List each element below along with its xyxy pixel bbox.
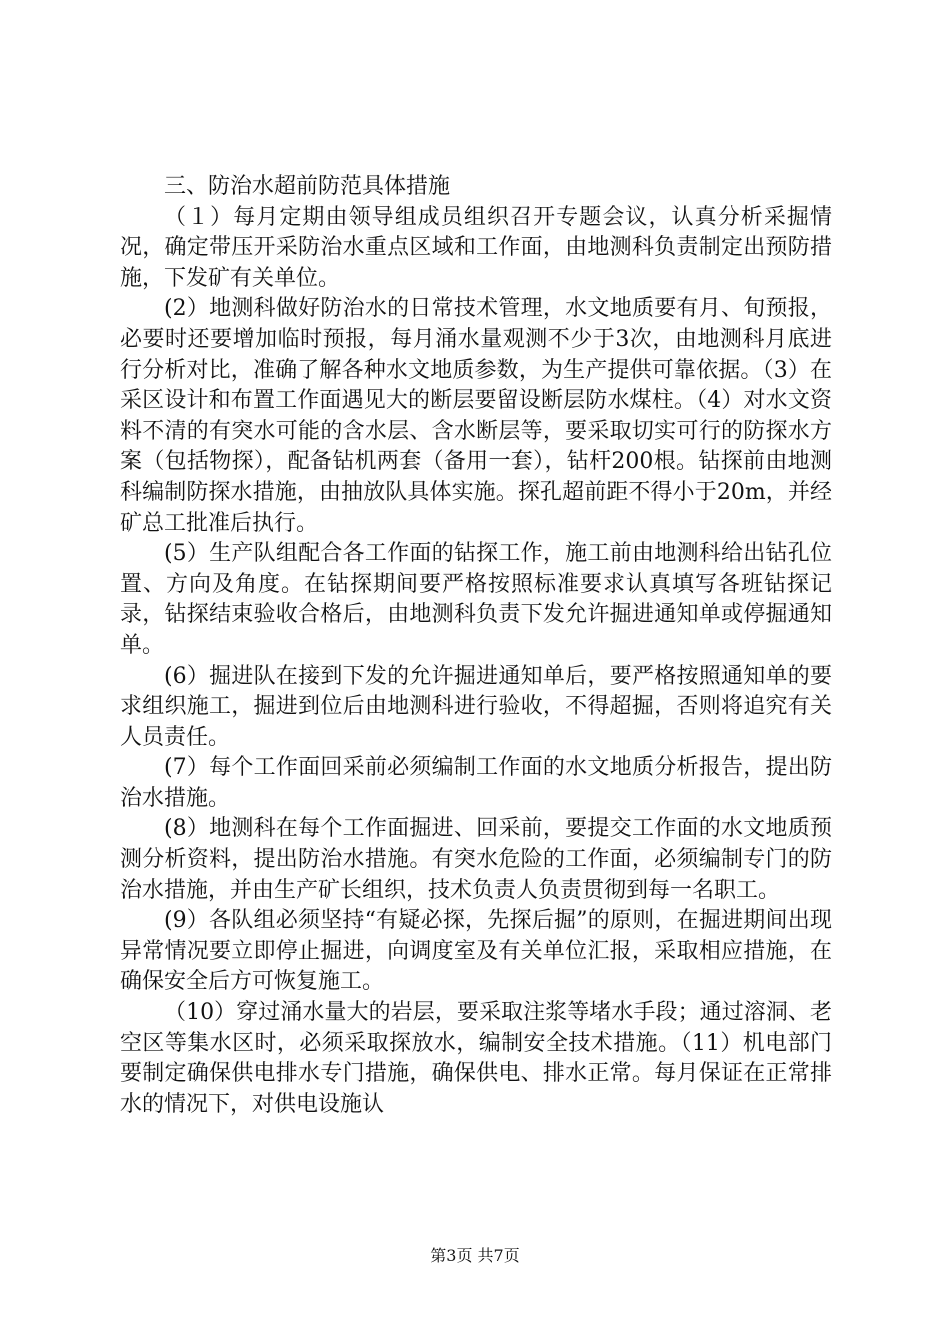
- paragraph-7: (9）各队组必须坚持“有疑必探，先探后掘”的原则，在掘进期间出现异常情况要立即停止掘进，向调度室及有关单位汇报，采取相应措施，在确保安全后方可恢复施工。: [120, 908, 832, 995]
- paragraph-8: （10）穿过涌水量大的岩层，要采取注浆等堵水手段；通过溶洞、老空区等集水区时，必须采取探放水，编制安全技术措施。（11）机电部门要制定确保供电排水专门措施，确保供电、排水正常。每月保证在正常排水的情况下，对供电设施认: [120, 1000, 832, 1117]
- paragraph-3: (5）生产队组配合各工作面的钻探工作，施工前由地测科给出钻孔位置、方向及角度。在钻探期间要严格按照标准要求认真填写各班钻探记录，钻探结束验收合格后，由地测科负责下发允许掘进通知单或停掘通知单。: [120, 541, 832, 658]
- paragraph-6: (8）地测科在每个工作面掘进、回采前，要提交工作面的水文地质预测分析资料，提出防治水措施。有突水危险的工作面，必须编制专门的防治水措施，并由生产矿长组织，技术负责人负责贯彻到每一名职工。: [120, 816, 832, 903]
- paragraph-4: (6）掘进队在接到下发的允许掘进通知单后，要严格按照通知单的要求组织施工，掘进到位后由地测科进行验收，不得超掘，否则将追究有关人员责任。: [120, 663, 832, 750]
- document-body: [120, 172, 832, 1120]
- page-footer: 第3页 共7页: [430, 1246, 520, 1265]
- paragraph-5: (7）每个工作面回采前必须编制工作面的水文地质分析报告，提出防治水措施。: [120, 755, 832, 811]
- section-heading: 三、防治水超前防范具体措施: [164, 174, 451, 199]
- paragraph-2: (2）地测科做好防治水的日常技术管理，水文地质要有月、旬预报，必要时还要增加临时预报，每月涌水量观测不少于3次，由地测科月底进行分析对比，准确了解各种水文地质参数，为生产提供可靠依据。（3）在采区设计和布置工作面遇见大的断层要留设断层防水煤柱。（4）对水文资料不清的有突水可能的含水层、含水断层等，要采取切实可行的防探水方案（包括物探），配备钻机两套（备用一套），钻杆200根。钻探前由地测科编制防探水措施，由抽放队具体实施。探孔超前距不得小于20m，并经矿总工批准后执行。: [120, 296, 832, 536]
- paragraph-1: （１）每月定期由领导组成员组织召开专题会议，认真分析采掘情况，确定带压开采防治水重点区域和工作面，由地测科负责制定出预防措施，下发矿有关单位。: [120, 204, 832, 291]
